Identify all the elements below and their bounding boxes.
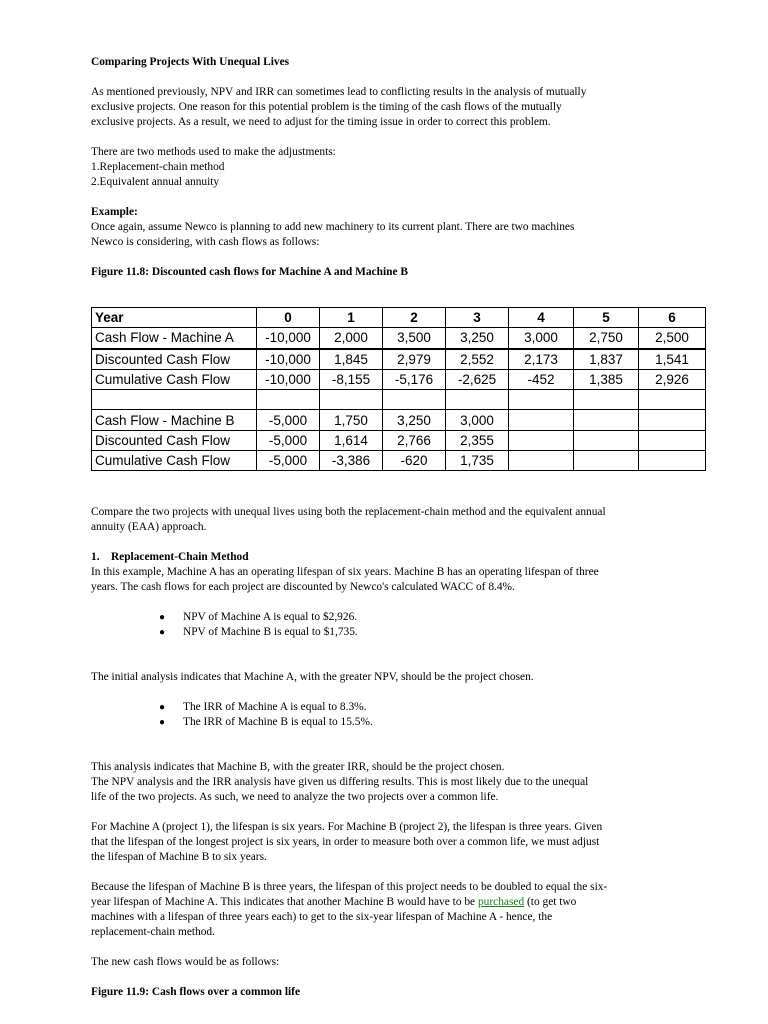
bullet-icon: ● [159,627,166,638]
table-cell: -8,155 [320,369,383,389]
bullet-text: NPV of Machine A is equal to $2,926. [183,611,358,623]
cash-flow-table [91,307,706,471]
method-item: 2.Equivalent annual annuity [91,176,220,188]
table-cell [92,390,257,410]
bullet-icon: ● [159,717,166,728]
table-cell [509,410,574,430]
bullet-text: The IRR of Machine B is equal to 15.5%. [183,716,373,728]
table-cell [639,410,706,430]
section-title [91,550,681,565]
figure-caption: Figure 11.9: Cash flows over a common life [91,986,301,998]
table-cell: -5,000 [257,430,320,450]
table-cell: Cash Flow - Machine B [92,410,257,430]
lifespan-line: the lifespan of Machine B to six years. [91,851,267,863]
table-cell: 3,250 [383,410,446,430]
table-cell: -10,000 [257,328,320,349]
table-cell: 5 [574,308,639,328]
table-cell [574,451,639,471]
table-cell: 1,541 [639,349,706,370]
figure-caption: Figure 11.8: Discounted cash flows for Machine A and Machine B [91,266,408,278]
table-cell: 1,750 [320,410,383,430]
table-cell: -620 [383,451,446,471]
table-cell: 2,000 [320,328,383,349]
table-cell: Cumulative Cash Flow [92,369,257,389]
section-number: 1. [91,551,100,563]
document-body-continued [91,505,681,1000]
table-cell: 3 [446,308,509,328]
table-cell [509,451,574,471]
table-cell: 2,979 [383,349,446,370]
table-cell: Cumulative Cash Flow [92,451,257,471]
doubling-line: machines with a lifespan of three years each) to get to the six-year lifespan of Machine A - hence, the [91,911,553,923]
table-cell: 3,000 [446,410,509,430]
table-cell: 2 [383,308,446,328]
table-cell: -452 [509,369,574,389]
section-line: In this example, Machine A has an operating lifespan of six years. Machine B has an operating lifespan of three [91,566,599,578]
compare-line: annuity (EAA) approach. [91,521,207,533]
table-cell: 1,385 [574,369,639,389]
list-item [91,700,681,715]
table-cell [257,390,320,410]
table-cell: Discounted Cash Flow [92,349,257,370]
method-item: 1.Replacement-chain method [91,161,225,173]
doubling-line: replacement-chain method. [91,926,215,938]
table-cell [446,390,509,410]
table-cell: 1 [320,308,383,328]
table-cell: 1,735 [446,451,509,471]
analysis-line: This analysis indicates that Machine B, with the greater IRR, should be the project chosen. [91,761,505,773]
analysis-line: The NPV analysis and the IRR analysis have given us differing results. This is most likely due to the unequal [91,776,589,788]
list-item [91,625,681,640]
intro-line: exclusive projects. As a result, we need to adjust for the timing issue in order to correct this problem. [91,116,551,128]
table-row [92,430,706,450]
table-cell: 6 [639,308,706,328]
section-heading: Comparing Projects With Unequal Lives [91,56,290,68]
intro-line: exclusive projects. One reason for this potential problem is the timing of the cash flows of the mutually [91,101,562,113]
lifespan-line: that the lifespan of the longest project is six years, in order to measure both over a common life, we must adjust [91,836,600,848]
lifespan-line: For Machine A (project 1), the lifespan is six years. For Machine B (project 2), the lifespan is three years. Given [91,821,603,833]
doubling-line [91,895,681,910]
table-cell: -3,386 [320,451,383,471]
table-cell: Discounted Cash Flow [92,430,257,450]
npv-bullet-list [91,610,681,640]
table-cell [639,430,706,450]
table-cell: 3,000 [509,328,574,349]
document-body [91,55,681,280]
table-row [92,328,706,349]
example-label: Example: [91,206,138,218]
table-cell [639,451,706,471]
table-cell: 2,173 [509,349,574,370]
table-cell: Year [92,308,257,328]
intro-line: As mentioned previously, NPV and IRR can sometimes lead to conflicting results in the analysis of mutually [91,86,587,98]
methods-lead: There are two methods used to make the adjustments: [91,146,336,158]
table-cell: 1,614 [320,430,383,450]
table-cell: -2,625 [446,369,509,389]
compare-line: Compare the two projects with unequal lives using both the replacement-chain method and the equivalent annual [91,506,606,518]
table-header-row [92,308,706,328]
table-cell: 2,500 [639,328,706,349]
example-line: Newco is considering, with cash flows as follows: [91,236,320,248]
bullet-icon: ● [159,702,166,713]
purchased-link[interactable]: purchased [477,896,525,908]
table-cell: -5,000 [257,451,320,471]
table-cell: 2,926 [639,369,706,389]
table-cell [574,390,639,410]
table-row [92,349,706,370]
table-cell [574,430,639,450]
table-cell: 3,250 [446,328,509,349]
list-item [91,715,681,730]
section-title-text: Replacement-Chain Method [110,551,249,563]
table-cell: 1,837 [574,349,639,370]
table-cell: Cash Flow - Machine A [92,328,257,349]
doubling-line: Because the lifespan of Machine B is three years, the lifespan of this project needs to be doubled to equal the six- [91,881,608,893]
table-cell: 2,355 [446,430,509,450]
section-line: years. The cash flows for each project are discounted by Newco's calculated WACC of 8.4%. [91,581,515,593]
table-cell: 2,750 [574,328,639,349]
table-cell: -10,000 [257,349,320,370]
table-cell [320,390,383,410]
doubling-text: (to get two [524,896,577,908]
table-cell: -5,176 [383,369,446,389]
table-row [92,390,706,410]
analysis-line: life of the two projects. As such, we need to analyze the two projects over a common life. [91,791,499,803]
table-cell [509,430,574,450]
table-cell [574,410,639,430]
bullet-text: NPV of Machine B is equal to $1,735. [183,626,358,638]
table-cell [509,390,574,410]
table-cell: 0 [257,308,320,328]
bullet-text: The IRR of Machine A is equal to 8.3%. [183,701,367,713]
table-cell: 2,552 [446,349,509,370]
table-row [92,451,706,471]
irr-bullet-list [91,700,681,730]
table-row [92,369,706,389]
doubling-text: year lifespan of Machine A. This indicates that another Machine B would have to be [91,896,478,908]
table-cell: -10,000 [257,369,320,389]
table-cell: 3,500 [383,328,446,349]
table-cell: 1,845 [320,349,383,370]
table-cell: -5,000 [257,410,320,430]
table-cell: 4 [509,308,574,328]
initial-analysis: The initial analysis indicates that Machine A, with the greater NPV, should be the project chosen. [91,671,534,683]
table-row [92,410,706,430]
table-cell [383,390,446,410]
list-item [91,610,681,625]
example-line: Once again, assume Newco is planning to add new machinery to its current plant. There are two machines [91,221,575,233]
bullet-icon: ● [159,612,166,623]
table-cell: 2,766 [383,430,446,450]
new-cash-flows: The new cash flows would be as follows: [91,956,280,968]
table-cell [639,390,706,410]
